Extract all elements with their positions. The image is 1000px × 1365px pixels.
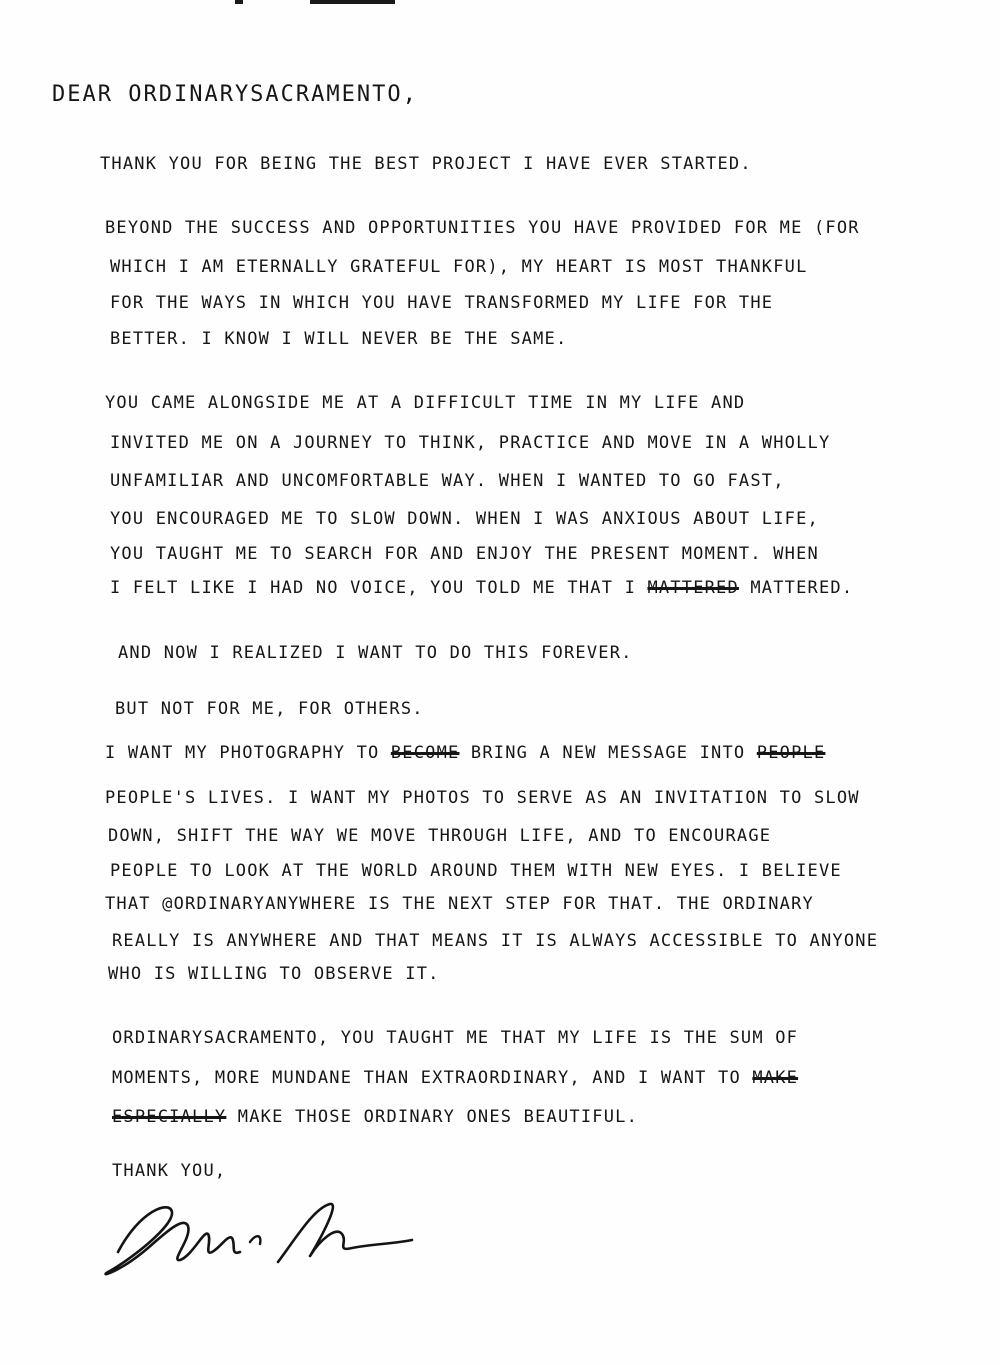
letter-text: MOMENTS, MORE MUNDANE THAN EXTRAORDINARY, AND I WANT TO — [112, 1068, 741, 1088]
letter-line: YOU TAUGHT ME TO SEARCH FOR AND ENJOY THE PRESENT MOMENT. WHEN — [110, 544, 819, 564]
struck-word: PEOPLE — [756, 743, 826, 763]
scan-edge-mark — [310, 0, 395, 4]
letter-line: BEYOND THE SUCCESS AND OPPORTUNITIES YOU HAVE PROVIDED FOR ME (FOR — [105, 218, 860, 238]
letter-line: FOR THE WAYS IN WHICH YOU HAVE TRANSFORMED MY LIFE FOR THE — [110, 293, 774, 313]
scan-edge-mark — [235, 0, 243, 4]
letter-line — [112, 1106, 638, 1128]
letter-line: PEOPLE TO LOOK AT THE WORLD AROUND THEM WITH NEW EYES. I BELIEVE — [110, 861, 842, 881]
letter-line: BETTER. I KNOW I WILL NEVER BE THE SAME. — [110, 329, 568, 349]
letter-closing: THANK YOU, — [112, 1161, 227, 1181]
letter-line: WHICH I AM ETERNALLY GRATEFUL FOR), MY HEART IS MOST THANKFUL — [110, 257, 808, 277]
letter-line: YOU ENCOURAGED ME TO SLOW DOWN. WHEN I WAS ANXIOUS ABOUT LIFE, — [110, 509, 819, 529]
letter-line: AND NOW I REALIZED I WANT TO DO THIS FOREVER. — [118, 643, 633, 663]
letter-text: MAKE THOSE ORDINARY ONES BEAUTIFUL. — [237, 1107, 639, 1127]
letter-text: MATTERED. — [750, 578, 854, 598]
letter-line: YOU CAME ALONGSIDE ME AT A DIFFICULT TIME IN MY LIFE AND — [105, 393, 746, 413]
letter-line — [105, 742, 825, 764]
letter-text: I FELT LIKE I HAD NO VOICE, YOU TOLD ME THAT I — [110, 578, 637, 598]
letter-line: WHO IS WILLING TO OBSERVE IT. — [108, 964, 440, 984]
letter-line: UNFAMILIAR AND UNCOMFORTABLE WAY. WHEN I WANTED TO GO FAST, — [110, 471, 785, 491]
letter-line: THANK YOU FOR BEING THE BEST PROJECT I HAVE EVER STARTED. — [100, 154, 752, 174]
letter-line: REALLY IS ANYWHERE AND THAT MEANS IT IS ALWAYS ACCESSIBLE TO ANYONE — [112, 931, 879, 951]
letter-line: DOWN, SHIFT THE WAY WE MOVE THROUGH LIFE, AND TO ENCOURAGE — [108, 826, 772, 846]
struck-word: BECOME — [390, 743, 460, 763]
letter-line: PEOPLE'S LIVES. I WANT MY PHOTOS TO SERVE AS AN INVITATION TO SLOW — [105, 788, 860, 808]
letter-text: I WANT MY PHOTOGRAPHY TO — [105, 743, 380, 763]
letter-text: BRING A NEW MESSAGE INTO — [470, 743, 746, 763]
letter-line: THAT @ORDINARYANYWHERE IS THE NEXT STEP FOR THAT. THE ORDINARY — [105, 894, 814, 914]
letter-salutation: DEAR ORDINARYSACRAMENTO, — [52, 82, 418, 107]
struck-word: MATTERED — [647, 578, 739, 598]
letter-line — [110, 577, 853, 599]
struck-word: ESPECIALLY — [112, 1107, 227, 1127]
handwritten-signature-icon — [100, 1190, 430, 1290]
struck-word: MAKE — [752, 1068, 799, 1088]
letter-line: ORDINARYSACRAMENTO, YOU TAUGHT ME THAT MY LIFE IS THE SUM OF — [112, 1028, 799, 1048]
letter-line: INVITED ME ON A JOURNEY TO THINK, PRACTICE AND MOVE IN A WHOLLY — [110, 433, 831, 453]
letter-line — [112, 1067, 798, 1089]
letter-line: BUT NOT FOR ME, FOR OTHERS. — [115, 699, 424, 719]
